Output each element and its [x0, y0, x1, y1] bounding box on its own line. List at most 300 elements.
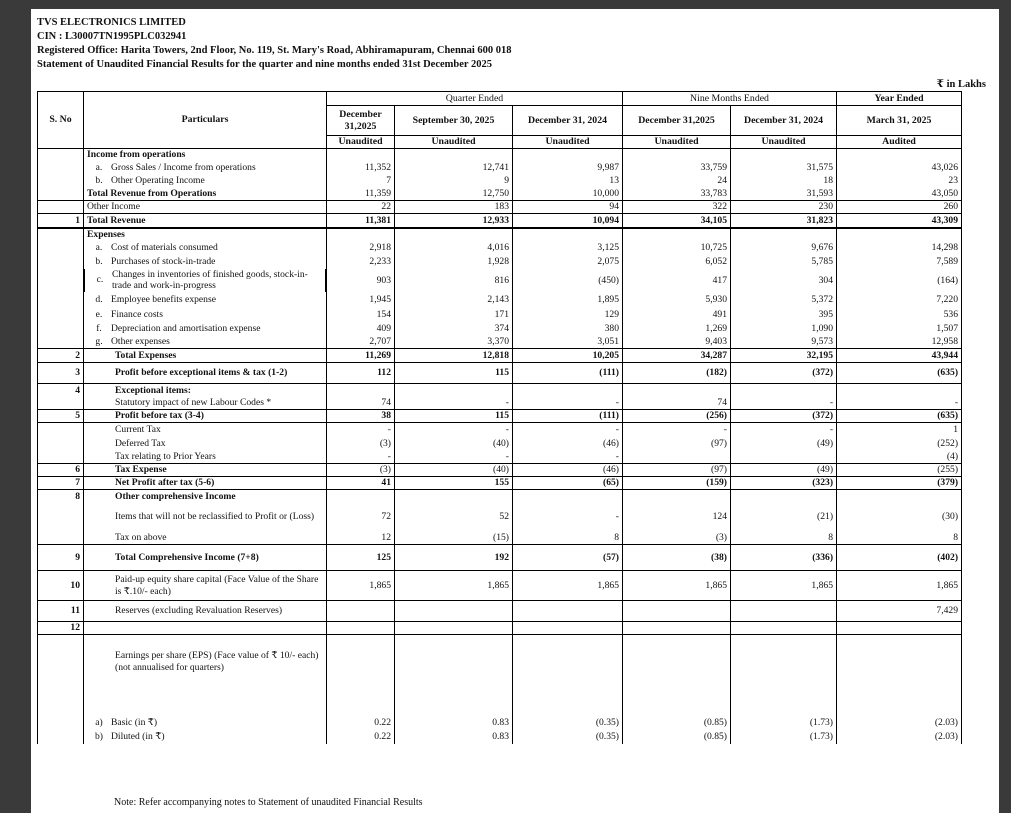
value-cell-col-6: 260: [837, 201, 962, 214]
serial-number: 8: [38, 490, 84, 504]
value-cell-col-4: [623, 149, 731, 161]
value-cell-col-3: [513, 149, 623, 161]
table-row: [38, 228, 962, 241]
viewer-top-bar: [0, 0, 1011, 9]
serial-number: [38, 730, 84, 744]
item-marker: b.: [95, 175, 103, 187]
value-cell-col-3: [513, 384, 623, 397]
value-cell-col-4: (0.85): [623, 716, 731, 730]
value-cell-col-2: 3,370: [395, 336, 513, 349]
value-cell-col-5: [731, 490, 837, 504]
value-cell-col-6: (2.03): [837, 730, 962, 744]
header-col-1: December 31,2025: [327, 106, 395, 136]
value-cell-col-2: 12,818: [395, 349, 513, 363]
table-row: [38, 293, 962, 308]
particulars-label: Other expenses: [111, 336, 170, 347]
header-status-6: Audited: [837, 136, 962, 149]
particulars-cell: [84, 188, 327, 201]
value-cell-col-1: [327, 149, 395, 161]
particulars-label: Other comprehensive Income: [115, 491, 236, 502]
particulars-cell: [84, 269, 326, 292]
value-cell-col-6: (252): [837, 437, 962, 451]
particulars-label: Profit before tax (3-4): [115, 410, 204, 422]
serial-number: 6: [38, 464, 84, 477]
value-cell-col-1: 38: [327, 410, 395, 423]
particulars-label: Total Expenses: [115, 349, 177, 361]
value-cell-col-1: -: [327, 451, 395, 464]
header-status-4: Unaudited: [623, 136, 731, 149]
value-cell-col-4: 417: [623, 269, 731, 293]
value-cell-col-5: 5,372: [731, 293, 837, 308]
particulars-label: Income from operations: [87, 149, 186, 160]
value-cell-col-1: 12: [327, 531, 395, 545]
value-cell-col-6: (30): [837, 504, 962, 531]
particulars-label: Tax relating to Prior Years: [115, 451, 216, 462]
item-marker: g.: [95, 336, 103, 347]
value-cell-col-3: -: [513, 451, 623, 464]
particulars-cell: [84, 571, 327, 601]
value-cell-col-3: [513, 689, 623, 716]
particulars-cell: [84, 730, 327, 744]
particulars-label: Basic (in ₹): [111, 717, 158, 729]
financial-results-table: [37, 91, 962, 744]
particulars-label: Finance costs: [111, 308, 163, 320]
value-cell-col-6: 14,298: [837, 241, 962, 255]
value-cell-col-5: 31,823: [731, 214, 837, 228]
value-cell-col-3: 1,865: [513, 571, 623, 601]
particulars-cell: [84, 397, 327, 410]
value-cell-col-1: 125: [327, 545, 395, 571]
value-cell-col-4: [623, 384, 731, 397]
particulars-label: Reserves (excluding Revaluation Reserves): [115, 605, 283, 617]
document-page: [31, 9, 999, 813]
serial-number: [38, 308, 84, 322]
particulars-cell: [84, 363, 327, 384]
particulars-cell: [84, 545, 327, 571]
serial-number: [38, 531, 84, 545]
serial-number: 12: [38, 622, 84, 635]
particulars-label: Depreciation and amortisation expense: [111, 322, 261, 334]
value-cell-col-5: 9,573: [731, 336, 837, 349]
particulars-cell: [84, 228, 327, 241]
particulars-label: Other Income: [87, 201, 141, 213]
value-cell-col-1: 72: [327, 504, 395, 531]
table-row: [38, 716, 962, 730]
value-cell-col-4: (0.85): [623, 730, 731, 744]
header-col-2: September 30, 2025: [395, 106, 513, 136]
table-row: [38, 689, 962, 716]
value-cell-col-6: 23: [837, 175, 962, 188]
value-cell-col-2: 115: [395, 363, 513, 384]
value-cell-col-3: 10,205: [513, 349, 623, 363]
particulars-cell: [84, 336, 327, 349]
serial-number: 9: [38, 545, 84, 571]
value-cell-col-2: [395, 228, 513, 241]
value-cell-col-5: 31,575: [731, 161, 837, 175]
value-cell-col-2: 9: [395, 175, 513, 188]
table-row: [38, 269, 962, 293]
value-cell-col-3: 380: [513, 322, 623, 336]
value-cell-col-1: 11,269: [327, 349, 395, 363]
value-cell-col-4: 34,105: [623, 214, 731, 228]
value-cell-col-6: [837, 634, 962, 689]
header-status-1: Unaudited: [327, 136, 395, 149]
value-cell-col-4: 5,930: [623, 293, 731, 308]
table-row: [38, 410, 962, 423]
value-cell-col-2: 12,750: [395, 188, 513, 201]
particulars-cell: [84, 410, 327, 423]
serial-number: [38, 293, 84, 308]
serial-number: [38, 188, 84, 201]
value-cell-col-6: 7,589: [837, 255, 962, 269]
value-cell-col-6: 43,026: [837, 161, 962, 175]
value-cell-col-2: 52: [395, 504, 513, 531]
value-cell-col-4: [623, 634, 731, 689]
item-marker: a): [95, 717, 103, 729]
value-cell-col-6: 43,944: [837, 349, 962, 363]
value-cell-col-4: 124: [623, 504, 731, 531]
value-cell-col-6: (379): [837, 477, 962, 490]
header-quarter-ended: Quarter Ended: [327, 92, 623, 106]
particulars-label: Employee benefits expense: [111, 294, 216, 306]
serial-number: [38, 689, 84, 716]
serial-number: [38, 269, 84, 293]
particulars-cell: [84, 149, 327, 161]
table-row: [38, 634, 962, 689]
value-cell-col-4: (97): [623, 464, 731, 477]
item-marker: b.: [95, 255, 103, 267]
value-cell-col-5: (372): [731, 363, 837, 384]
table-row: [38, 214, 962, 228]
particulars-cell: [84, 201, 327, 214]
value-cell-col-4: (97): [623, 437, 731, 451]
value-cell-col-3: -: [513, 397, 623, 410]
table-row: [38, 349, 962, 363]
particulars-label: Changes in inventories of finished goods, stock-in-trade and work-in-progress: [112, 268, 308, 291]
value-cell-col-3: 10,094: [513, 214, 623, 228]
value-cell-col-5: 1,090: [731, 322, 837, 336]
table-row: [38, 384, 962, 397]
value-cell-col-1: [327, 634, 395, 689]
value-cell-col-4: 1,865: [623, 571, 731, 601]
value-cell-col-3: 3,125: [513, 241, 623, 255]
table-row: [38, 571, 962, 601]
value-cell-col-1: (3): [327, 437, 395, 451]
particulars-cell: [84, 504, 327, 531]
value-cell-col-6: 536: [837, 308, 962, 322]
header-year-ended: Year Ended: [837, 92, 962, 106]
table-row: [38, 451, 962, 464]
value-cell-col-3: (111): [513, 363, 623, 384]
serial-number: [38, 255, 84, 269]
value-cell-col-5: (323): [731, 477, 837, 490]
value-cell-col-5: [731, 228, 837, 241]
value-cell-col-6: 1: [837, 423, 962, 437]
value-cell-col-5: -: [731, 397, 837, 410]
value-cell-col-5: 395: [731, 308, 837, 322]
value-cell-col-2: [395, 634, 513, 689]
value-cell-col-1: 154: [327, 308, 395, 322]
value-cell-col-2: 0.83: [395, 730, 513, 744]
particulars-label: Items that will not be reclassified to Profit or (Loss): [115, 511, 315, 523]
value-cell-col-1: 2,707: [327, 336, 395, 349]
particulars-cell: [84, 322, 327, 336]
value-cell-col-2: [395, 689, 513, 716]
serial-number: [38, 161, 84, 175]
value-cell-col-2: [395, 490, 513, 504]
particulars-label: Statutory impact of new Labour Codes *: [115, 397, 272, 408]
header-status-3: Unaudited: [513, 136, 623, 149]
value-cell-col-2: 2,143: [395, 293, 513, 308]
value-cell-col-6: (635): [837, 410, 962, 423]
value-cell-col-4: (38): [623, 545, 731, 571]
value-cell-col-1: 2,918: [327, 241, 395, 255]
value-cell-col-4: 33,783: [623, 188, 731, 201]
value-cell-col-5: (336): [731, 545, 837, 571]
value-cell-col-5: (49): [731, 464, 837, 477]
header-sno: S. No: [38, 92, 84, 149]
value-cell-col-6: (402): [837, 545, 962, 571]
serial-number: 5: [38, 410, 84, 423]
value-cell-col-1: 7: [327, 175, 395, 188]
serial-number: [38, 451, 84, 464]
value-cell-col-4: (159): [623, 477, 731, 490]
value-cell-col-3: (111): [513, 410, 623, 423]
value-cell-col-5: 5,785: [731, 255, 837, 269]
value-cell-col-4: (256): [623, 410, 731, 423]
value-cell-col-4: [623, 689, 731, 716]
value-cell-col-3: (46): [513, 464, 623, 477]
item-marker: a.: [95, 161, 103, 173]
value-cell-col-1: 0.22: [327, 716, 395, 730]
value-cell-col-1: [327, 228, 395, 241]
value-cell-col-2: -: [395, 451, 513, 464]
particulars-label: Net Profit after tax (5-6): [115, 477, 215, 489]
value-cell-col-5: [731, 622, 837, 635]
particulars-label: Paid-up equity share capital (Face Value of the Share is ₹.10/- each): [115, 574, 319, 597]
footnote: Note: Refer accompanying notes to Statement of unaudited Financial Results: [114, 797, 423, 808]
particulars-label: Deferred Tax: [115, 437, 166, 449]
value-cell-col-5: [731, 601, 837, 622]
value-cell-col-5: (49): [731, 437, 837, 451]
value-cell-col-6: (4): [837, 451, 962, 464]
value-cell-col-2: 171: [395, 308, 513, 322]
value-cell-col-4: [623, 451, 731, 464]
table-row: [38, 477, 962, 490]
value-cell-col-4: 33,759: [623, 161, 731, 175]
value-cell-col-1: 112: [327, 363, 395, 384]
value-cell-col-2: [395, 601, 513, 622]
value-cell-col-4: 9,403: [623, 336, 731, 349]
particulars-label: Tax Expense: [115, 464, 167, 476]
particulars-cell: [84, 437, 327, 451]
particulars-cell: [84, 477, 327, 490]
serial-number: 1: [38, 214, 84, 228]
value-cell-col-5: 1,865: [731, 571, 837, 601]
table-row: [38, 423, 962, 437]
table-row: [38, 531, 962, 545]
particulars-label: Gross Sales / Income from operations: [111, 161, 256, 173]
particulars-cell: [84, 490, 327, 504]
value-cell-col-2: [395, 149, 513, 161]
value-cell-col-1: 2,233: [327, 255, 395, 269]
value-cell-col-5: 9,676: [731, 241, 837, 255]
serial-number: 3: [38, 363, 84, 384]
table-row: [38, 149, 962, 161]
particulars-label: Other Operating Income: [111, 175, 205, 187]
header-col-3: December 31, 2024: [513, 106, 623, 136]
value-cell-col-4: -: [623, 423, 731, 437]
value-cell-col-4: [623, 601, 731, 622]
value-cell-col-2: (15): [395, 531, 513, 545]
serial-number: 7: [38, 477, 84, 490]
value-cell-col-1: 22: [327, 201, 395, 214]
value-cell-col-5: [731, 451, 837, 464]
value-cell-col-3: -: [513, 504, 623, 531]
particulars-cell: [84, 255, 327, 269]
value-cell-col-4: [623, 228, 731, 241]
table-row: [38, 464, 962, 477]
cin-number: CIN : L30007TN1995PLC032941: [37, 31, 187, 42]
particulars-cell: [84, 214, 327, 228]
value-cell-col-4: 491: [623, 308, 731, 322]
value-cell-col-1: 903: [327, 269, 395, 293]
value-cell-col-5: (1.73): [731, 730, 837, 744]
table-row: [38, 437, 962, 451]
particulars-label: Expenses: [87, 228, 125, 240]
particulars-label: Total Revenue from Operations: [87, 188, 217, 199]
value-cell-col-6: (164): [837, 269, 962, 293]
value-cell-col-3: (65): [513, 477, 623, 490]
value-cell-col-6: [837, 490, 962, 504]
value-cell-col-1: 11,381: [327, 214, 395, 228]
value-cell-col-3: 2,075: [513, 255, 623, 269]
value-cell-col-4: [623, 490, 731, 504]
particulars-label: Earnings per share (EPS) (Face value of ₹ 10/- each) (not annualised for quarters): [115, 650, 319, 673]
value-cell-col-3: (0.35): [513, 730, 623, 744]
serial-number: [38, 175, 84, 188]
value-cell-col-6: 8: [837, 531, 962, 545]
value-cell-col-5: [731, 634, 837, 689]
value-cell-col-6: [837, 384, 962, 397]
value-cell-col-3: 10,000: [513, 188, 623, 201]
value-cell-col-3: (57): [513, 545, 623, 571]
value-cell-col-5: (21): [731, 504, 837, 531]
header-particulars: Particulars: [84, 92, 327, 149]
particulars-cell: [84, 241, 327, 255]
value-cell-col-2: -: [395, 397, 513, 410]
value-cell-col-3: [513, 601, 623, 622]
particulars-label: Cost of materials consumed: [111, 241, 218, 253]
particulars-cell: [84, 634, 327, 689]
serial-number: [38, 716, 84, 730]
particulars-label: Profit before exceptional items & tax (1-2): [115, 367, 288, 379]
value-cell-col-3: (46): [513, 437, 623, 451]
registered-office: Registered Office: Harita Towers, 2nd Floor, No. 119, St. Mary's Road, Abhiramapuram, Chennai 600 018: [37, 45, 512, 56]
header-nine-months-ended: Nine Months Ended: [623, 92, 837, 106]
value-cell-col-6: [837, 689, 962, 716]
value-cell-col-2: 374: [395, 322, 513, 336]
serial-number: [38, 149, 84, 161]
particulars-label: Current Tax: [115, 424, 161, 435]
value-cell-col-5: (372): [731, 410, 837, 423]
table-row: [38, 336, 962, 349]
value-cell-col-6: (635): [837, 363, 962, 384]
value-cell-col-5: 8: [731, 531, 837, 545]
particulars-cell: [84, 716, 327, 730]
particulars-label: Total Comprehensive Income (7+8): [115, 551, 259, 563]
value-cell-col-1: [327, 601, 395, 622]
value-cell-col-6: [837, 228, 962, 241]
value-cell-col-5: 32,195: [731, 349, 837, 363]
header-col-4: December 31,2025: [623, 106, 731, 136]
table-row: [38, 545, 962, 571]
value-cell-col-1: 409: [327, 322, 395, 336]
particulars-cell: [84, 161, 327, 175]
value-cell-col-5: [731, 384, 837, 397]
value-cell-col-6: 43,050: [837, 188, 962, 201]
table-row: [38, 490, 962, 504]
value-cell-col-3: 3,051: [513, 336, 623, 349]
value-cell-col-6: [837, 149, 962, 161]
table-row: [38, 175, 962, 188]
value-cell-col-4: (182): [623, 363, 731, 384]
value-cell-col-4: 6,052: [623, 255, 731, 269]
value-cell-col-1: [327, 689, 395, 716]
value-cell-col-5: [731, 149, 837, 161]
serial-number: [38, 504, 84, 531]
value-cell-col-3: 9,987: [513, 161, 623, 175]
value-cell-col-1: 0.22: [327, 730, 395, 744]
value-cell-col-1: 1,945: [327, 293, 395, 308]
value-cell-col-1: 11,352: [327, 161, 395, 175]
value-cell-col-6: 1,865: [837, 571, 962, 601]
value-cell-col-2: 192: [395, 545, 513, 571]
item-marker: d.: [95, 294, 103, 306]
value-cell-col-6: (255): [837, 464, 962, 477]
item-marker: c.: [96, 274, 104, 286]
value-cell-col-6: (2.03): [837, 716, 962, 730]
particulars-label: Purchases of stock-in-trade: [111, 255, 216, 267]
particulars-label: Diluted (in ₹): [111, 731, 165, 743]
particulars-label: Exceptional items:: [115, 384, 191, 396]
value-cell-col-1: (3): [327, 464, 395, 477]
item-marker: e.: [95, 308, 103, 320]
particulars-label: Tax on above: [115, 531, 167, 543]
serial-number: [38, 241, 84, 255]
value-cell-col-1: 74: [327, 397, 395, 410]
value-cell-col-1: 41: [327, 477, 395, 490]
value-cell-col-3: [513, 228, 623, 241]
value-cell-col-4: 322: [623, 201, 731, 214]
value-cell-col-2: 115: [395, 410, 513, 423]
table-row: [38, 730, 962, 744]
value-cell-col-5: [731, 689, 837, 716]
particulars-cell: [84, 451, 327, 464]
value-cell-col-4: 24: [623, 175, 731, 188]
value-cell-col-6: 12,958: [837, 336, 962, 349]
value-cell-col-3: [513, 622, 623, 635]
particulars-cell: [84, 384, 327, 397]
value-cell-col-4: 74: [623, 397, 731, 410]
particulars-cell: [84, 175, 327, 188]
value-cell-col-4: 1,269: [623, 322, 731, 336]
currency-unit: ₹ in Lakhs: [936, 79, 986, 90]
particulars-cell: [84, 689, 327, 716]
item-marker: f.: [96, 322, 102, 334]
serial-number: [38, 336, 84, 349]
value-cell-col-2: 1,865: [395, 571, 513, 601]
